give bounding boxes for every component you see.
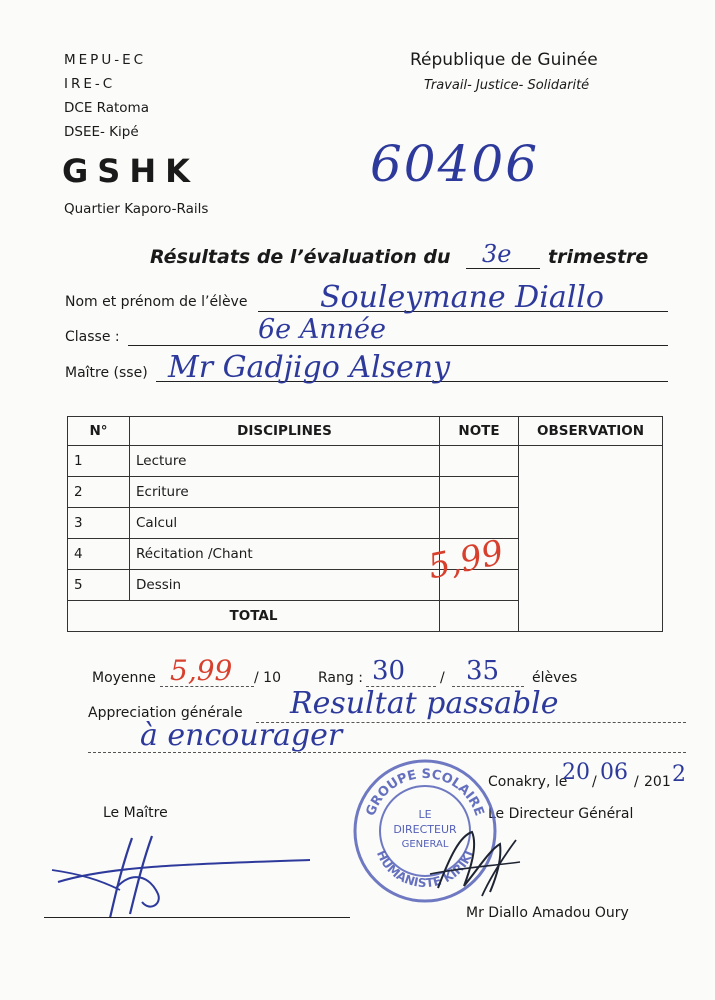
moyenne-value: 5,99 <box>170 654 233 687</box>
date-month: 06 <box>600 760 628 785</box>
stamp-ring-top: GROUPE SCOLAIRE <box>363 766 487 819</box>
date-year-hand: 2 <box>672 762 686 787</box>
appreciation-value-2: à encourager <box>140 718 343 753</box>
total-observation <box>519 601 663 632</box>
table-total-row <box>68 601 663 632</box>
appreciation-label: Appreciation générale <box>88 705 243 721</box>
table-header-row <box>68 417 663 446</box>
class-label: Classe : <box>65 329 120 345</box>
country-title: République de Guinée <box>410 50 598 70</box>
maitre-label: Le Maître <box>103 805 168 821</box>
appreciation-value-1: Resultat passable <box>290 686 559 721</box>
quartier-line: Quartier Kaporo-Rails <box>64 201 209 217</box>
total-note <box>440 601 519 632</box>
row-number: 1 <box>68 446 130 477</box>
results-table <box>67 416 663 632</box>
ire-line: IRE-C <box>64 76 116 92</box>
row-number: 3 <box>68 508 130 539</box>
dce-line: DCE Ratoma <box>64 100 149 116</box>
country-motto: Travail- Justice- Solidarité <box>424 78 590 93</box>
date-separator-1: / <box>592 774 597 790</box>
row-discipline: Lecture <box>130 446 440 477</box>
date-year: 201 <box>644 774 671 790</box>
row-number: 5 <box>68 570 130 601</box>
eval-title-prefix: Résultats de l’évaluation du <box>150 246 451 268</box>
handwritten-number: 60406 <box>370 135 540 193</box>
moyenne-scale: / 10 <box>254 670 281 686</box>
class-value: 6e Année <box>258 314 386 345</box>
teacher-label: Maître (sse) <box>65 365 148 381</box>
col-header-observation: OBSERVATION <box>519 417 663 446</box>
rang-value: 30 <box>372 656 406 686</box>
name-label: Nom et prénom de l’élève <box>65 294 248 310</box>
class-line <box>128 345 668 346</box>
eval-title-suffix: trimestre <box>548 246 649 268</box>
rang-separator: / <box>440 670 445 686</box>
eleves-label: élèves <box>532 670 578 686</box>
date-separator-2: / <box>634 774 639 790</box>
row-number: 2 <box>68 477 130 508</box>
name-value: Souleymane Diallo <box>320 280 604 315</box>
ministry-line: MEPU-EC <box>64 52 147 68</box>
teacher-signature-line <box>44 917 350 918</box>
teacher-signature <box>50 830 330 925</box>
school-acronym: GSHK <box>62 152 199 190</box>
row-number: 4 <box>68 539 130 570</box>
row-discipline: Dessin <box>130 570 440 601</box>
trimester-value: 3e <box>482 240 512 268</box>
note-handwritten: 5,99 <box>424 532 508 588</box>
total-label: TOTAL <box>68 601 440 632</box>
row-note <box>440 508 519 539</box>
observation-cell <box>519 446 663 601</box>
directeur-label: Le Directeur Général <box>488 806 634 822</box>
date-day: 20 <box>562 760 590 785</box>
directeur-name: Mr Diallo Amadou Oury <box>466 905 629 921</box>
rang-total: 35 <box>466 656 500 686</box>
trimester-underline <box>466 268 540 269</box>
table-row <box>68 446 663 477</box>
stamp-center-3: GENERAL <box>401 839 449 850</box>
teacher-value: Mr Gadjigo Alseny <box>168 350 451 385</box>
col-header-disciplines: DISCIPLINES <box>130 417 440 446</box>
row-discipline: Calcul <box>130 508 440 539</box>
dsee-line: DSEE- Kipé <box>64 124 139 140</box>
col-header-number: N° <box>68 417 130 446</box>
row-note <box>440 446 519 477</box>
row-discipline: Ecriture <box>130 477 440 508</box>
row-discipline: Récitation /Chant <box>130 539 440 570</box>
col-header-note: NOTE <box>440 417 519 446</box>
stamp-center-1: LE <box>418 808 432 821</box>
director-signature <box>420 826 530 906</box>
row-note <box>440 477 519 508</box>
stamp-ring-bottom: HUMANISTE KIRIKI <box>373 848 477 891</box>
place-label: Conakry, le <box>488 774 568 790</box>
moyenne-label: Moyenne <box>92 670 156 686</box>
stamp-center-2: DIRECTEUR <box>393 823 457 836</box>
rang-label: Rang : <box>318 670 363 686</box>
